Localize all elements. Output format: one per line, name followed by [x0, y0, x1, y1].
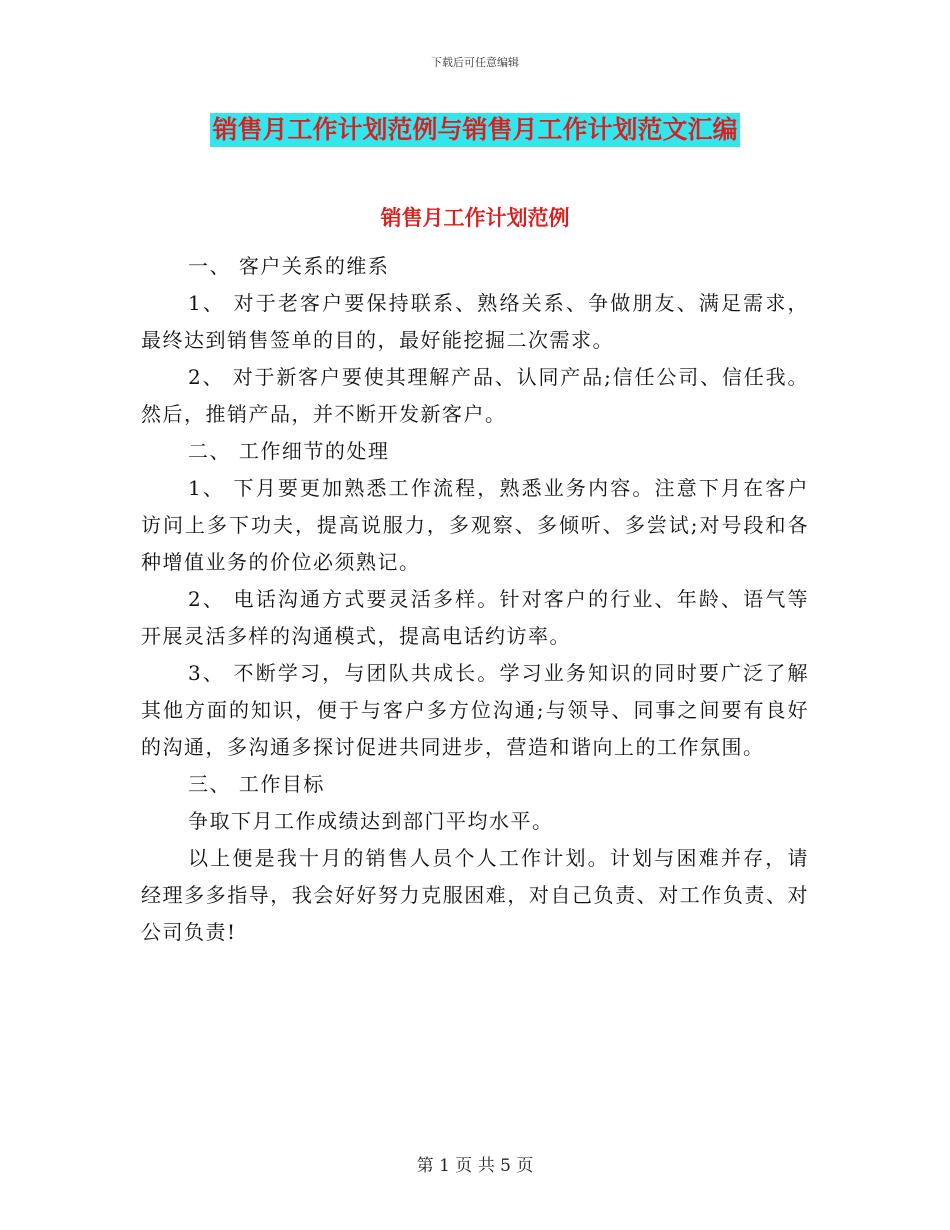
paragraph-learning: 3、 不断学习，与团队共成长。学习业务知识的同时要广泛了解其他方面的知识，便于与客户多方位沟通;与领导、同事之间要有良好的沟通，多沟通多探讨促进共同进步，营造和谐向上的工作氛围。 [141, 661, 809, 759]
paragraph-phone-communication: 2、 电话沟通方式要灵活多样。针对客户的行业、年龄、语气等开展灵活多样的沟通模式，提高电话约访率。 [141, 587, 809, 648]
paragraph-goal: 争取下月工作成绩达到部门平均水平。 [188, 809, 554, 833]
document-body [141, 248, 809, 951]
heading-work-details: 二、 工作细节的处理 [188, 439, 390, 463]
section-title: 销售月工作计划范例 [380, 206, 570, 230]
page-number: 第 1 页 共 5 页 [416, 1156, 534, 1176]
paragraph-old-customers: 1、 对于老客户要保持联系、熟络关系、争做朋友、满足需求，最终达到销售签单的目的，最好能挖掘二次需求。 [141, 291, 809, 352]
document-title: 销售月工作计划范例与销售月工作计划范文汇编 [210, 113, 739, 147]
header-note: 下载后可任意编辑 [431, 56, 519, 69]
paragraph-conclusion: 以上便是我十月的销售人员个人工作计划。计划与困难并存，请经理多多指导，我会好好努力克服困难，对自己负责、对工作负责、对公司负责! [141, 846, 809, 944]
paragraph-workflow: 1、 下月要更加熟悉工作流程，熟悉业务内容。注意下月在客户访问上多下功夫，提高说服力，多观察、多倾听、多尝试;对号段和各种增值业务的价位必须熟记。 [141, 476, 809, 574]
paragraph-new-customers: 2、 对于新客户要使其理解产品、认同产品;信任公司、信任我。然后，推销产品，并不断开发新客户。 [141, 365, 809, 426]
heading-customer-relations: 一、 客户关系的维系 [188, 254, 390, 278]
heading-work-goals: 三、 工作目标 [188, 772, 325, 796]
title-container [0, 113, 950, 147]
